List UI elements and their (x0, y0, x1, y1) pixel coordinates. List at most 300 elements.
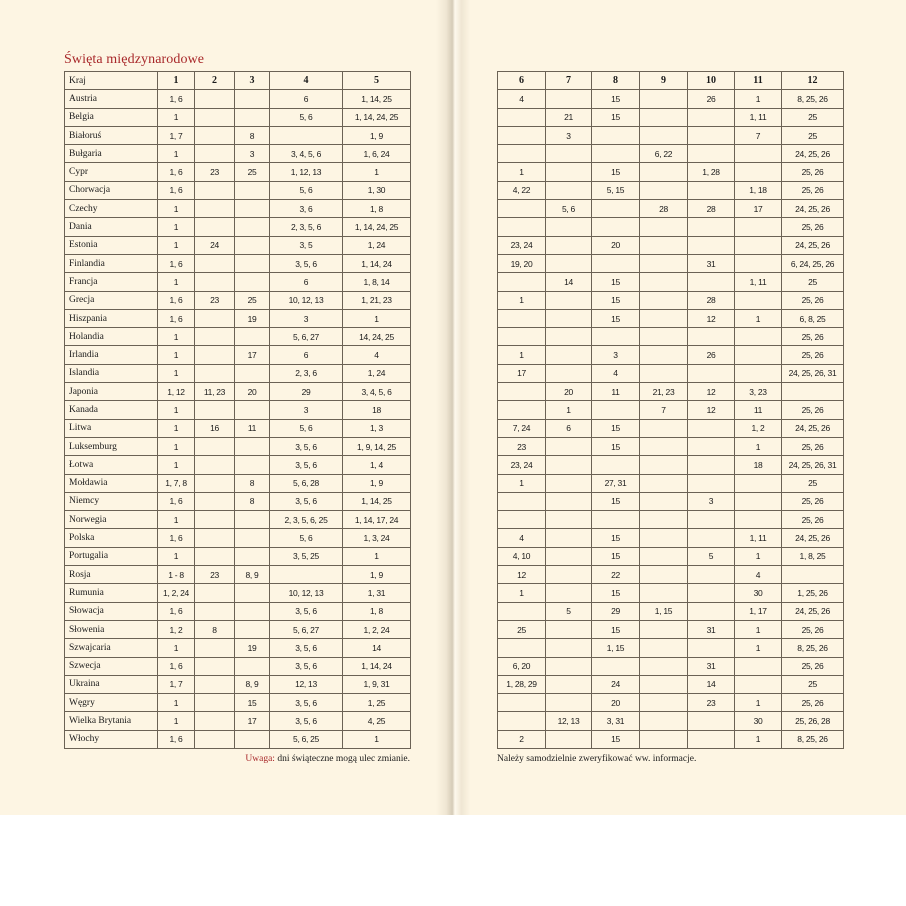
holiday-cell (640, 437, 688, 455)
holiday-cell (782, 383, 844, 401)
holiday-cell (498, 200, 546, 218)
country-name: Holandia (65, 328, 158, 346)
holiday-cell (640, 273, 688, 291)
holiday-cell (235, 602, 270, 620)
holiday-cell: 1 (158, 273, 195, 291)
table-row (65, 181, 411, 199)
table-row (498, 291, 844, 309)
holiday-cell (546, 309, 592, 327)
holiday-cell (640, 346, 688, 364)
holiday-cell (195, 712, 235, 730)
holiday-cell (640, 108, 688, 126)
table-row (65, 584, 411, 602)
holiday-cell (235, 328, 270, 346)
holiday-cell (640, 694, 688, 712)
holiday-cell: 1, 14, 24 (343, 657, 411, 675)
holiday-cell (498, 328, 546, 346)
holiday-cell (195, 200, 235, 218)
holiday-cell (235, 108, 270, 126)
holiday-cell: 5, 6, 25 (270, 730, 343, 748)
holiday-cell (195, 529, 235, 547)
holiday-cell (688, 712, 735, 730)
holiday-cell: 12 (688, 401, 735, 419)
holiday-cell (640, 584, 688, 602)
header-month-5: 5 (343, 72, 411, 90)
holiday-cell: 1 (735, 547, 782, 565)
holiday-cell (195, 401, 235, 419)
page-title: Święta międzynarodowe (64, 52, 205, 67)
holiday-cell (498, 273, 546, 291)
holiday-cell (546, 254, 592, 272)
holiday-cell: 1, 21, 23 (343, 291, 411, 309)
holiday-cell (688, 639, 735, 657)
holiday-cell (640, 126, 688, 144)
holiday-cell (688, 456, 735, 474)
holiday-cell: 1, 14, 25 (343, 492, 411, 510)
holiday-cell: 19 (235, 309, 270, 327)
holiday-cell: 3, 31 (592, 712, 640, 730)
holiday-cell: 25, 26 (782, 218, 844, 236)
holiday-cell: 1 (158, 437, 195, 455)
country-name: Portugalia (65, 547, 158, 565)
holiday-cell (195, 126, 235, 144)
holiday-cell: 1 (158, 200, 195, 218)
holiday-cell: 8, 9 (235, 566, 270, 584)
country-name: Irlandia (65, 346, 158, 364)
holiday-cell (498, 401, 546, 419)
holiday-cell: 1 (498, 584, 546, 602)
holiday-cell (688, 181, 735, 199)
holiday-cell (235, 254, 270, 272)
holiday-cell: 25 (782, 273, 844, 291)
table-row (65, 309, 411, 327)
table-row (65, 273, 411, 291)
table-row (498, 218, 844, 236)
holiday-cell: 1 (158, 694, 195, 712)
holiday-cell (640, 254, 688, 272)
holiday-cell: 23 (688, 694, 735, 712)
holiday-cell: 1 (158, 145, 195, 163)
holiday-cell: 15 (592, 291, 640, 309)
holiday-cell (235, 273, 270, 291)
holiday-cell: 5, 6 (270, 181, 343, 199)
holiday-cell: 11 (592, 383, 640, 401)
holiday-cell: 31 (688, 254, 735, 272)
holiday-cell: 3 (235, 145, 270, 163)
country-name: Luksemburg (65, 437, 158, 455)
holiday-cell (195, 90, 235, 108)
country-name: Czechy (65, 200, 158, 218)
holiday-cell: 1, 6 (158, 90, 195, 108)
table-row (65, 419, 411, 437)
table-row (65, 492, 411, 510)
country-name: Niemcy (65, 492, 158, 510)
holiday-cell (546, 492, 592, 510)
holiday-cell: 24 (195, 236, 235, 254)
country-name: Islandia (65, 364, 158, 382)
holiday-cell: 1, 7 (158, 675, 195, 693)
holiday-cell (640, 675, 688, 693)
holiday-cell (235, 181, 270, 199)
holiday-cell (195, 547, 235, 565)
holiday-cell: 1, 6 (158, 492, 195, 510)
holiday-cell (546, 163, 592, 181)
table-row (65, 566, 411, 584)
holiday-cell: 23 (195, 566, 235, 584)
holiday-cell: 3, 4, 5, 6 (343, 383, 411, 401)
table-row (65, 694, 411, 712)
country-name: Cypr (65, 163, 158, 181)
holiday-cell: 3, 5, 6 (270, 639, 343, 657)
holiday-cell (546, 328, 592, 346)
holiday-cell: 1 (158, 346, 195, 364)
holiday-cell (546, 529, 592, 547)
holiday-cell: 1, 11 (735, 529, 782, 547)
holiday-cell (498, 218, 546, 236)
holiday-cell: 25, 26 (782, 163, 844, 181)
country-name: Hiszpania (65, 309, 158, 327)
country-name: Ukraina (65, 675, 158, 693)
table-row (65, 602, 411, 620)
country-name: Szwajcaria (65, 639, 158, 657)
holiday-cell (640, 492, 688, 510)
holiday-cell: 1, 8 (343, 602, 411, 620)
holiday-cell (688, 602, 735, 620)
table-row (65, 401, 411, 419)
holiday-cell (592, 218, 640, 236)
country-name: Belgia (65, 108, 158, 126)
holiday-cell: 5, 6 (270, 419, 343, 437)
holiday-cell: 1, 14, 24 (343, 254, 411, 272)
holiday-cell (688, 273, 735, 291)
holiday-cell (235, 90, 270, 108)
table-row (498, 730, 844, 748)
table-row (65, 236, 411, 254)
table-row (498, 419, 844, 437)
table-row (498, 620, 844, 638)
holiday-cell (640, 529, 688, 547)
holiday-cell: 15 (592, 437, 640, 455)
holiday-cell (688, 730, 735, 748)
country-name: Węgry (65, 694, 158, 712)
holiday-cell: 3, 5, 6 (270, 437, 343, 455)
holiday-cell (688, 328, 735, 346)
holiday-cell (592, 126, 640, 144)
country-name: Słowacja (65, 602, 158, 620)
table-row (498, 511, 844, 529)
holiday-cell: 17 (235, 712, 270, 730)
holiday-cell: 5, 6, 27 (270, 328, 343, 346)
holiday-cell (546, 566, 592, 584)
holiday-cell: 1, 24 (343, 364, 411, 382)
holiday-cell: 1, 7 (158, 126, 195, 144)
holiday-cell (688, 108, 735, 126)
holiday-cell: 1, 28 (688, 163, 735, 181)
holiday-cell (498, 694, 546, 712)
header-month-11: 11 (735, 72, 782, 90)
holiday-cell: 1 (158, 364, 195, 382)
table-row (65, 90, 411, 108)
holiday-cell: 20 (592, 236, 640, 254)
holiday-cell: 25 (235, 291, 270, 309)
table-row (498, 474, 844, 492)
holiday-cell: 1, 7, 8 (158, 474, 195, 492)
holiday-cell (640, 620, 688, 638)
holiday-cell: 1, 8 (343, 200, 411, 218)
holiday-cell (640, 566, 688, 584)
holiday-cell (640, 547, 688, 565)
holiday-cell: 1 (498, 474, 546, 492)
holiday-cell (640, 328, 688, 346)
holiday-cell (640, 291, 688, 309)
table-row (498, 566, 844, 584)
holiday-cell (498, 108, 546, 126)
holiday-cell (735, 145, 782, 163)
country-name: Bułgaria (65, 145, 158, 163)
holiday-cell (592, 145, 640, 163)
holiday-cell: 1, 12 (158, 383, 195, 401)
holiday-cell (688, 437, 735, 455)
holiday-cell: 15 (592, 529, 640, 547)
holiday-cell: 1 - 8 (158, 566, 195, 584)
holiday-cell: 10, 12, 13 (270, 584, 343, 602)
holiday-cell (498, 712, 546, 730)
holiday-cell (270, 126, 343, 144)
table-row (498, 309, 844, 327)
holiday-cell: 3, 5, 6 (270, 694, 343, 712)
holiday-cell (640, 419, 688, 437)
table-row (498, 437, 844, 455)
holiday-cell: 1 (158, 419, 195, 437)
holiday-cell: 1 (343, 309, 411, 327)
table-row (65, 108, 411, 126)
holiday-cell (735, 346, 782, 364)
table-row (498, 639, 844, 657)
table-row (498, 126, 844, 144)
holiday-cell: 23 (195, 291, 235, 309)
table-row (498, 383, 844, 401)
holiday-cell (498, 126, 546, 144)
table-row (498, 181, 844, 199)
holiday-cell: 3 (546, 126, 592, 144)
table-row (65, 712, 411, 730)
holiday-cell (735, 511, 782, 529)
holiday-cell: 15 (592, 273, 640, 291)
holiday-cell: 1 (735, 620, 782, 638)
holiday-cell: 1 (158, 401, 195, 419)
table-row (65, 730, 411, 748)
holiday-cell: 6, 22 (640, 145, 688, 163)
holiday-cell (640, 511, 688, 529)
holiday-cell (546, 456, 592, 474)
holiday-cell (688, 474, 735, 492)
holiday-cell: 4, 10 (498, 547, 546, 565)
holiday-cell (546, 584, 592, 602)
holiday-cell (195, 309, 235, 327)
holiday-cell: 25 (782, 108, 844, 126)
holiday-cell: 24, 25, 26 (782, 602, 844, 620)
holiday-cell (546, 181, 592, 199)
holiday-cell: 1 (158, 712, 195, 730)
holiday-cell (498, 602, 546, 620)
table-row (498, 90, 844, 108)
holiday-cell: 1, 6 (158, 254, 195, 272)
page-gutter (436, 0, 470, 815)
holiday-cell (195, 254, 235, 272)
holiday-cell: 1, 17 (735, 602, 782, 620)
holiday-cell: 8 (235, 492, 270, 510)
holiday-cell (235, 236, 270, 254)
holiday-cell: 1, 6 (158, 657, 195, 675)
holiday-cell (546, 639, 592, 657)
holiday-cell: 1 (546, 401, 592, 419)
holiday-cell: 31 (688, 657, 735, 675)
holiday-cell: 1 (735, 730, 782, 748)
holiday-cell: 3, 6 (270, 200, 343, 218)
holiday-cell: 1, 25, 26 (782, 584, 844, 602)
holiday-cell (546, 236, 592, 254)
holiday-cell (498, 145, 546, 163)
holiday-cell: 1 (735, 437, 782, 455)
holiday-cell (735, 675, 782, 693)
holiday-cell (640, 639, 688, 657)
holiday-cell: 17 (235, 346, 270, 364)
holiday-cell: 14 (688, 675, 735, 693)
holiday-cell: 3 (592, 346, 640, 364)
holiday-cell: 1 (498, 163, 546, 181)
holiday-cell (688, 145, 735, 163)
holiday-cell (592, 401, 640, 419)
holiday-cell (195, 474, 235, 492)
holiday-cell: 26 (688, 346, 735, 364)
holiday-cell (195, 584, 235, 602)
holiday-cell (235, 218, 270, 236)
holiday-cell: 1, 3 (343, 419, 411, 437)
holiday-cell: 5, 6 (546, 200, 592, 218)
holiday-cell: 2, 3, 5, 6, 25 (270, 511, 343, 529)
holiday-cell: 1, 14, 24, 25 (343, 108, 411, 126)
holiday-cell: 1, 9 (343, 474, 411, 492)
holiday-cell: 18 (735, 456, 782, 474)
table-row (65, 291, 411, 309)
table-row (498, 346, 844, 364)
holiday-cell: 17 (735, 200, 782, 218)
holiday-cell: 15 (592, 547, 640, 565)
holiday-cell: 5 (688, 547, 735, 565)
holiday-cell: 25 (498, 620, 546, 638)
holiday-cell (195, 602, 235, 620)
holiday-cell: 1, 2 (735, 419, 782, 437)
holiday-cell (640, 181, 688, 199)
note-warning-text: dni świąteczne mogą ulec zmianie. (274, 754, 410, 764)
holiday-cell: 1, 9, 31 (343, 675, 411, 693)
country-name: Białoruś (65, 126, 158, 144)
holiday-cell (546, 547, 592, 565)
table-row (498, 108, 844, 126)
holiday-cell: 1, 31 (343, 584, 411, 602)
table-row (65, 145, 411, 163)
holiday-cell: 1 (343, 163, 411, 181)
holiday-cell: 19, 20 (498, 254, 546, 272)
holiday-cell (688, 584, 735, 602)
holiday-cell: 4 (498, 90, 546, 108)
holiday-cell (592, 456, 640, 474)
holiday-cell (640, 657, 688, 675)
country-name: Rumunia (65, 584, 158, 602)
country-name: Polska (65, 529, 158, 547)
holiday-cell: 1 (343, 547, 411, 565)
table-row (65, 364, 411, 382)
table-row (65, 620, 411, 638)
holiday-cell (592, 254, 640, 272)
country-name: Mołdawia (65, 474, 158, 492)
holiday-cell: 24 (592, 675, 640, 693)
table-row (65, 547, 411, 565)
holiday-cell: 1 (158, 218, 195, 236)
holiday-cell: 14 (546, 273, 592, 291)
holiday-cell: 1, 6 (158, 181, 195, 199)
holiday-cell (195, 273, 235, 291)
holiday-cell (195, 657, 235, 675)
holiday-cell: 29 (270, 383, 343, 401)
holiday-cell: 1, 6 (158, 309, 195, 327)
holiday-cell (546, 620, 592, 638)
holiday-cell: 25, 26 (782, 291, 844, 309)
country-name: Dania (65, 218, 158, 236)
holiday-cell: 6 (270, 273, 343, 291)
holiday-cell (688, 529, 735, 547)
holiday-cell: 1, 25 (343, 694, 411, 712)
holiday-cell: 1, 30 (343, 181, 411, 199)
table-row (498, 657, 844, 675)
holiday-cell: 1, 9 (343, 126, 411, 144)
table-row (498, 492, 844, 510)
holiday-cell: 28 (688, 291, 735, 309)
holiday-cell: 25, 26 (782, 511, 844, 529)
header-month-3: 3 (235, 72, 270, 90)
holiday-cell (592, 200, 640, 218)
holiday-cell: 1, 28, 29 (498, 675, 546, 693)
holiday-cell: 19 (235, 639, 270, 657)
holiday-cell (235, 730, 270, 748)
holiday-cell (235, 456, 270, 474)
holiday-cell: 15 (592, 584, 640, 602)
holidays-table-right (497, 71, 844, 749)
holiday-cell: 1, 6, 24 (343, 145, 411, 163)
holiday-cell (735, 364, 782, 382)
holiday-cell: 12, 13 (546, 712, 592, 730)
table-row (498, 529, 844, 547)
holiday-cell: 28 (640, 200, 688, 218)
holiday-cell: 15 (592, 108, 640, 126)
holiday-cell: 3, 5, 6 (270, 254, 343, 272)
holiday-cell: 28 (688, 200, 735, 218)
holiday-cell: 1, 9 (343, 566, 411, 584)
holiday-cell: 1, 8, 25 (782, 547, 844, 565)
holiday-cell: 8 (235, 474, 270, 492)
country-name: Kanada (65, 401, 158, 419)
header-month-10: 10 (688, 72, 735, 90)
holiday-cell: 3, 5, 6 (270, 456, 343, 474)
holiday-cell (735, 254, 782, 272)
holiday-cell: 1, 14, 25 (343, 90, 411, 108)
holiday-cell: 8, 25, 26 (782, 639, 844, 657)
holiday-cell: 1 (158, 328, 195, 346)
holiday-cell (546, 364, 592, 382)
table-row (498, 675, 844, 693)
holiday-cell (592, 511, 640, 529)
holiday-cell: 11 (235, 419, 270, 437)
